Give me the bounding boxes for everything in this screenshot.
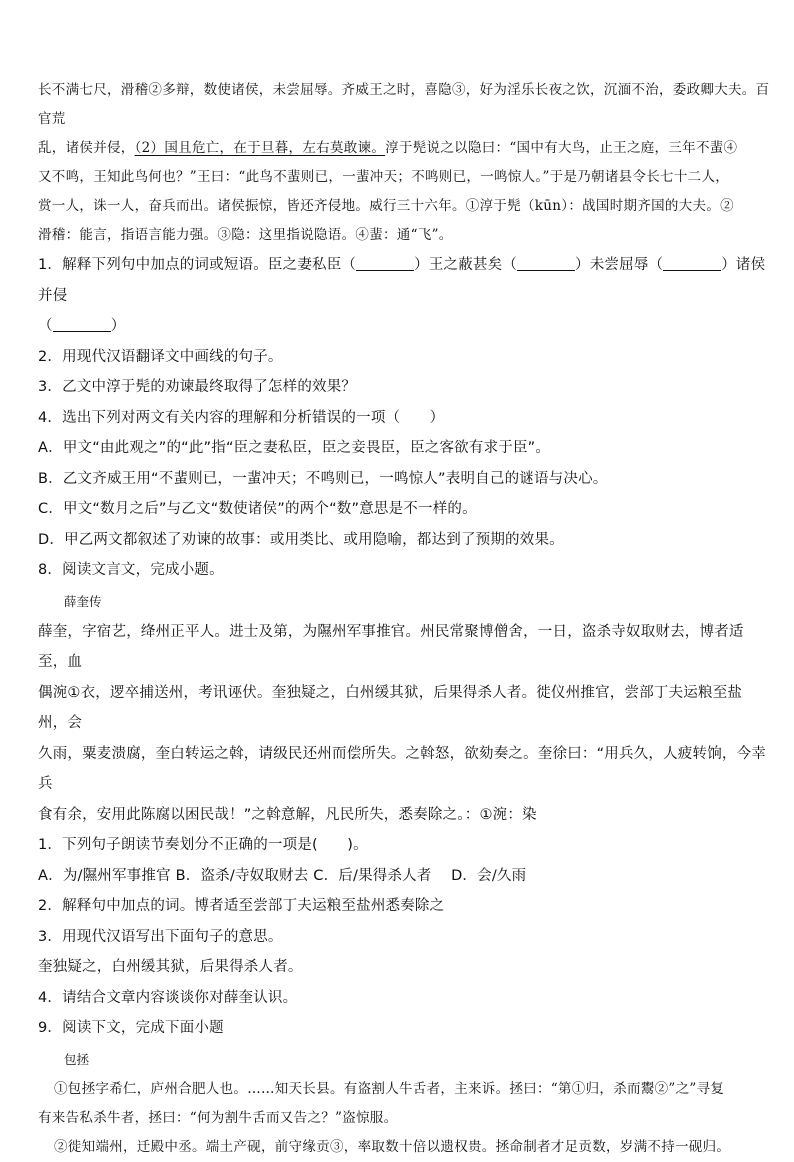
passage-line: 又不鸣，王知此鸟何也？”王曰：“此鸟不蜚则已，一蜚冲天；不鸣则已，一鸣惊人。”于是乃朝诸县令长七十二人， — [38, 169, 730, 185]
underlined-sentence: （2）国且危亡，在于旦暮，左右莫敢谏。 — [134, 140, 386, 156]
passage-line: 薛奎，字宿艺，绛州正平人。进士及第，为隰州军事推官。州民常聚博僧舍，一日，盗杀寺奴取财去，博者适至，血 — [38, 623, 744, 670]
question-text: ）未尝屈辱（ — [575, 257, 664, 273]
answer-blank[interactable] — [663, 254, 721, 271]
question-text: ）诸侯并侵 — [38, 257, 766, 304]
question-text: （ — [38, 318, 53, 334]
question-8-intro: 8．阅读文言文，完成小题。 — [38, 562, 224, 578]
passage-title: 包拯 — [64, 1051, 90, 1067]
question-4: 4．选出下列对两文有关内容的理解和分析错误的一项（ ） — [38, 409, 445, 426]
question-8-3: 3．用现代汉语写出下面句子的意思。 — [38, 928, 283, 945]
passage-line: 赏一人，诛一人，奋兵而出。诸侯振惊，皆还齐侵地。威行三十六年。①淳于髡（kūn）：战国时期齐国的大夫。② — [38, 198, 734, 214]
question-9-intro: 9．阅读下文，完成下面小题 — [38, 1020, 224, 1036]
passage-line: ①包拯字希仁，庐州合肥人也。……知天长县。有盗割人牛舌者，主来诉。拯曰：“第①归，杀而鬻②”之”寻复 — [54, 1080, 725, 1097]
answer-blank[interactable] — [53, 315, 111, 332]
passage-line: 滑稽：能言，指语言能力强。③隐：这里指说隐语。④蜚：通“飞”。 — [38, 227, 453, 243]
question-1 — [38, 250, 770, 311]
passage-line: ②徙知端州，迁殿中丞。端土产砚，前守缘贡③，率取数十倍以遗权贵。拯命制者才足贡数，岁满不持一砚归。 — [54, 1138, 731, 1155]
question-3: 3．乙文中淳于髡的劝谏最终取得了怎样的效果？ — [38, 379, 357, 395]
question-8-1: 1．下列句子朗读节奏划分不正确的一项是( )。 — [38, 837, 368, 853]
passage-line: 食有余，安用此陈腐以困民哉！”之斡意解，凡民所失，悉奏除之。：①涴：染 — [38, 806, 537, 823]
option-d: D．甲乙两文都叙述了劝谏的故事：或用类比、或用隐喻，都达到了预期的效果。 — [38, 531, 564, 548]
passage-line: 长不满七尺，滑稽②多辩，数使诸侯，未尝屈辱。齐威王之时，喜隐③，好为淫乐长夜之饮，沉湎不治，委政卿大夫。百官荒 — [38, 82, 770, 127]
answer-blank[interactable] — [517, 254, 575, 271]
document-page — [38, 76, 770, 1162]
question-8-1-options: A．为/隰州军事推官 B．盗杀/寺奴取财去 C．后/果得杀人者 D．会/久雨 — [38, 867, 527, 884]
passage-text: 乱，诸侯并侵， — [38, 140, 135, 156]
question-2: 2．用现代汉语翻译文中画线的句子。 — [38, 348, 283, 365]
passage-title: 薛奎传 — [64, 593, 102, 609]
passage-line: 有来告私杀牛者，拯曰：“何为割牛舌而又告之？”盗惊服。 — [38, 1109, 398, 1126]
question-text: ）王之蔽甚矣（ — [414, 257, 518, 273]
question-8-2: 2．解释句中加点的词。博者适至尝部丁夫运粮至盐州悉奏除之 — [38, 898, 445, 914]
passage-line — [38, 134, 770, 163]
option-c: C．甲文“数月之后”与乙文“数使诸侯”的两个“数”意思是不一样的。 — [38, 501, 477, 517]
option-b: B．乙文齐威王用“不蜚则已，一蜚冲天；不鸣则已，一鸣惊人”表明自己的谜语与决心。 — [38, 470, 608, 487]
question-8-4: 4．请结合文章内容谈谈你对薛奎认识。 — [38, 989, 298, 1006]
passage-line: 久雨，粟麦溃腐，奎白转运之斡，请级民还州而偿所失。之斡怒，欲劾奏之。奎徐曰：“用兵久，人疲转饷，今幸兵 — [38, 745, 767, 792]
question-8-3-sentence: 奎独疑之，白州缓其狱，后果得杀人者。 — [38, 959, 303, 975]
passage-text: 淳于髡说之以隐曰：“国中有大鸟，止王之庭，三年不蜚④ — [385, 140, 738, 156]
option-a: A．甲文“由此观之”的“此”指“臣之妻私臣，臣之妾畏臣，臣之客欲有求于臣”。 — [38, 440, 551, 456]
question-text: ） — [110, 318, 126, 334]
question-text: 1．解释下列句中加点的词或短语。臣之妻私臣（ — [38, 257, 357, 273]
answer-blank[interactable] — [356, 254, 414, 271]
passage-line: 偶涴①衣，逻卒捕送州，考讯诬伏。奎独疑之，白州缓其狱，后果得杀人者。徙仪州推官，尝部丁夫运粮至盐州，会 — [38, 684, 743, 731]
question-1-continued — [38, 311, 770, 342]
